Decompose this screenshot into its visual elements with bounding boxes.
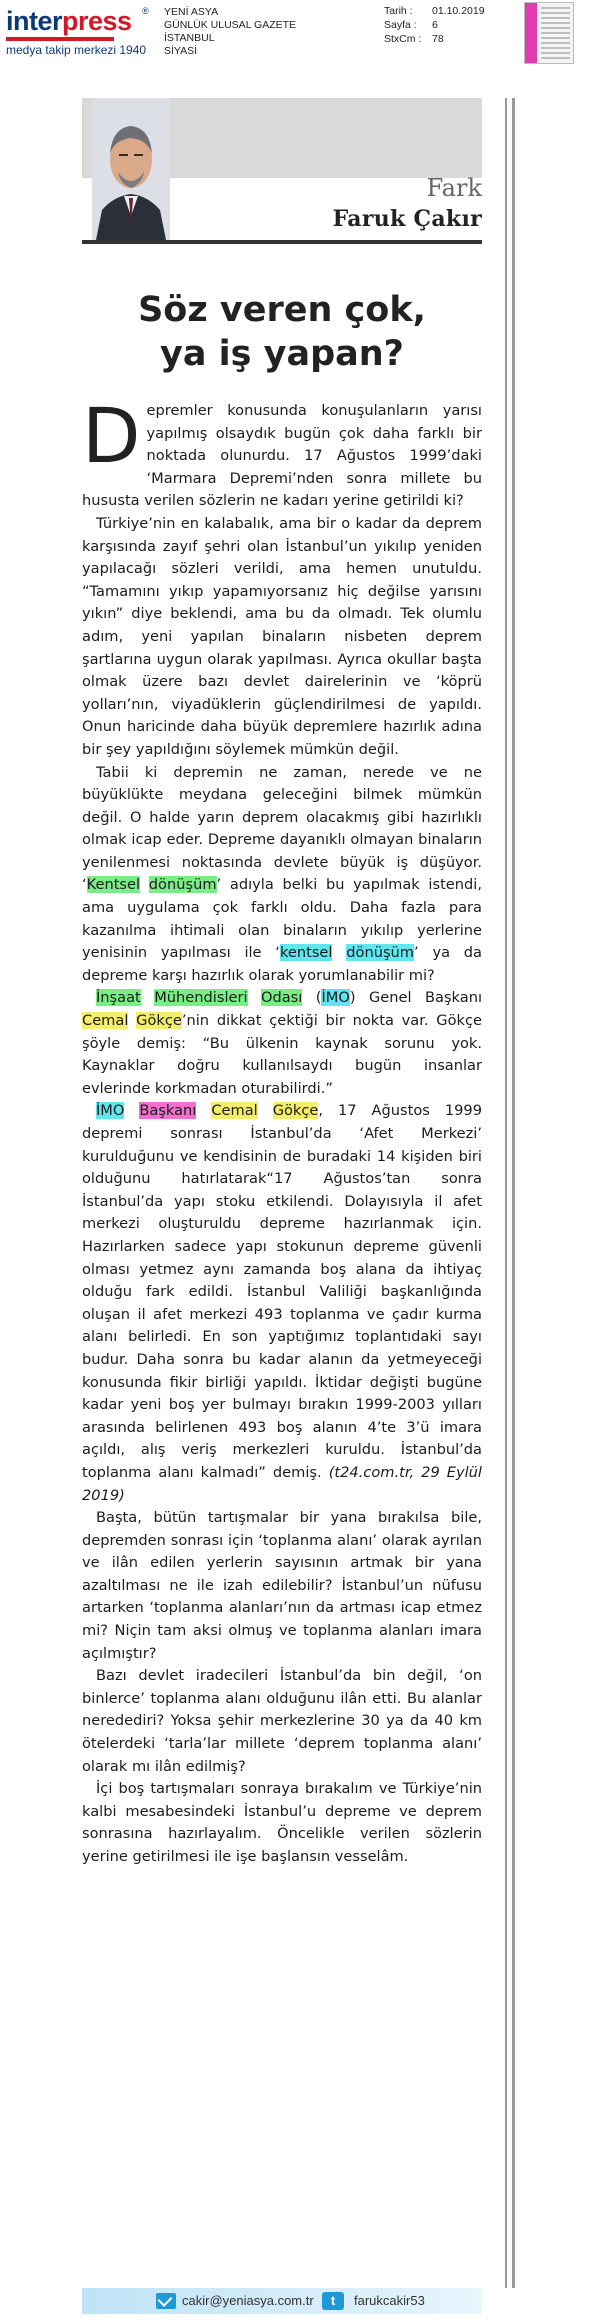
author-email[interactable]: cakir@yeniasya.com.tr: [182, 2293, 314, 2308]
author-twitter[interactable]: farukcakir53: [354, 2293, 425, 2308]
paragraph-7: Bazı devlet iradecileri İstanbul’da bin değil, ‘on binlerce’ toplanma alanı olduğunu ilân etti. Bu alanlar neredediri? Yoksa şehir merkezlerine 30 ya da 40 km ötelerdeki ‘tarla’lar millete ‘deprem toplanma alanı’ olarak mı ilân edilmiş?: [82, 1667, 482, 1775]
highlight-term: Odası: [260, 989, 303, 1007]
highlight-term: Cemal: [82, 1012, 129, 1030]
article-column: [82, 98, 482, 2282]
highlight-term: İnşaat: [96, 989, 141, 1007]
paragraph-6: Başta, bütün tartışmalar bir yana bırakılsa bile, depremden sonrası için ‘toplanma alanı’ olarak ayrılan ve ilân edilen yerlerin sayısının artmak bir yana azaltılması ne ile izah edilebilir? İstanbul’un nüfusu artarken ‘toplanma alanları’nın da artması icap etmez mi? Niçin tam aksi olmuş ve toplanma alanları imara açılmıştır?: [82, 1509, 482, 1662]
article-footer: [82, 2288, 482, 2314]
publication-section: SİYASİ: [164, 45, 198, 57]
page-thumbnail[interactable]: [524, 2, 574, 64]
publication-city: İSTANBUL: [164, 32, 215, 44]
source-citation: (t24.com.tr, 29 Eylül 2019): [82, 1463, 482, 1504]
interpress-logo: [6, 6, 150, 58]
registered-mark: ®: [142, 6, 149, 16]
paragraph-3: Tabii ki depremin ne zaman, nerede ve ne büyüklükte meydana geleceğini bilmek mümkün değil. O halde yarın deprem olacakmış gibi hazırlıklı olmak icap eder. Depreme dayanıklı olmayan binaların yenilenmesi noktasında devlete büyük iş düşüyor. ‘Kentsel dönüşüm’ adıyla belki bu yapılmak istendi, ama uygulama çok farklı oldu. Daha fazla para kazanılma ihtimali olan binaların yıkılıp yerlerine yenisinin yapılması ile ‘kentsel dönüşüm’ ya da depreme karşı hazırlık olarak yorumlanabilir mi?: [82, 763, 483, 984]
highlight-term: Kentsel: [86, 876, 141, 894]
highlight-term: kentsel: [279, 944, 333, 962]
column-banner: [82, 98, 482, 246]
article-body: [82, 391, 483, 1869]
thumbnail-text-lines: [541, 7, 570, 59]
highlight-term: Gökçe: [136, 1012, 182, 1030]
paragraph-4: İnşaat Mühendisleri Odası (İMO) Genel Başkanı Cemal Gökçe’nin dikkat çektiği bir nokta var. Gökçe şöyle demiş: “Bu ülkenin kaynak sorunu yok. Kaynaklar doğru kullanılsaydı bugün insanlar evlerinde korkmadan oturabilirdi.”: [82, 989, 482, 1097]
clipping-meta: [384, 4, 485, 46]
highlight-term: İMO: [96, 1102, 125, 1120]
clipping-header: [0, 0, 590, 70]
highlight-term: Başkanı: [139, 1102, 197, 1120]
drop-cap: D: [82, 391, 141, 480]
article-headline: [82, 288, 482, 376]
logo-underline: [6, 37, 114, 41]
meta-size: StxCm : 78: [384, 33, 444, 45]
paragraph-5: İMO Başkanı Cemal Gökçe, 17 Ağustos 1999 depremi sonrası İstanbul’da ‘Afet Merkezi’ kurulduğunu ve kendisinin de buradaki 14 kişiden biri olduğunu hatırlatarak“17 Ağustos’tan sonra İstanbul’da yapı stoku etkilendi. Dolayısıyla il afet merkezi oluşturuldu depreme hazırlanmak için. Hazırlarken sadece yapı stokunun depreme güvenli olması yetmez aynı zamanda boş alana da ihtiyaç olduğu fark edildi. İstanbul Valiliği başkanlığında oluşan il afet merkezi 493 toplanma ve çadır kurma alanı belirledi. En son yaptığımız toplantıdaki sayı budur. Daha sonra bu kadar alanın da yetmeyeceği konusunda fikir birliği yapıldı. İktidar değişti bugüne kadar yeni boş yer bulmayı bırakın 1999-2003 yılları arasında belirlenen 493 boş alanın 4’te 3’ü imara açıldı, alış veriş merkezleri kuruldu. İstanbul’da toplanma alanı kalmadı” demiş. (t24.com.tr, 29 Eylül 2019): [82, 1102, 482, 1504]
highlight-term: İMO: [321, 989, 350, 1007]
paragraph-2: Türkiye’nin en kalabalık, ama bir o kadar da deprem karşısında zayıf şehri olan İstanbul’un yıkılıp yeniden yapılacağı sözleri verildi, ama hemen unutuldu. “Tamamını yıkıp yapamıyorsanız hiç değilse yarısını yıkın” diye beklendi, ama bu da olmadı. Tek olumlu adım, yeni yapılan binaların nisbeten deprem şartlarına uygun olarak yapılması. Ayrıca okullar başta olmak üzere bazı devlet dairelerinin ve ‘köprü yolları’nın, viyadüklerin güçlendirilmesi de yapıldı. Onun haricinde daha büyük depremlere hazırlık adına bir şey yapıldığını söylemek mümkün değil.: [82, 514, 482, 758]
headline-line-2: ya iş yapan?: [160, 334, 404, 374]
highlight-term: dönüşüm: [148, 876, 217, 894]
publication-name: YENİ ASYA: [164, 6, 219, 18]
mail-icon: [156, 2293, 176, 2309]
author-name: Faruk Çakır: [332, 206, 482, 232]
publication-info: [164, 6, 296, 58]
thumbnail-marker: [525, 3, 537, 64]
highlight-term: Mühendisleri: [154, 989, 248, 1007]
column-side-rule: [505, 98, 515, 2288]
publication-type: GÜNLÜK ULUSAL GAZETE: [164, 19, 297, 31]
logo-tagline: medya takip merkezi 1940: [6, 43, 147, 57]
author-photo: [92, 98, 170, 240]
highlight-term: dönüşüm: [346, 944, 415, 962]
twitter-icon: t: [322, 2292, 344, 2310]
paragraph-8: İçi boş tartışmaları sonraya bırakalım ve Türkiye’nin kalbi mesabesindeki İstanbul’u depreme ve deprem sonrasına hazırlayalım. Öncelikle verilen sözlerin yerine getirilmesi ile işe başlansın vesselâm.: [82, 1780, 482, 1865]
meta-date: Tarih : 01.10.2019: [384, 5, 485, 17]
headline-line-1: Söz veren çok,: [138, 290, 426, 330]
logo-wordmark: interpress: [6, 6, 132, 36]
column-category: Fark: [426, 174, 482, 202]
author-portrait-icon: [92, 98, 170, 240]
meta-page: Sayfa : 6: [384, 19, 438, 31]
highlight-term: Cemal: [211, 1102, 258, 1120]
paragraph-1: Depremler konusunda konuşulanların yarısı yapılmış olsaydık bugün çok daha farklı bir noktada olunurdu. 17 Ağustos 1999’daki ‘Marmara Depremi’nden sonra millete bu hususta verilen sözlerin ne kadarı yerine getirildi ki?: [82, 391, 482, 510]
highlight-term: Gökçe: [272, 1102, 319, 1120]
banner-rule: [82, 240, 482, 244]
